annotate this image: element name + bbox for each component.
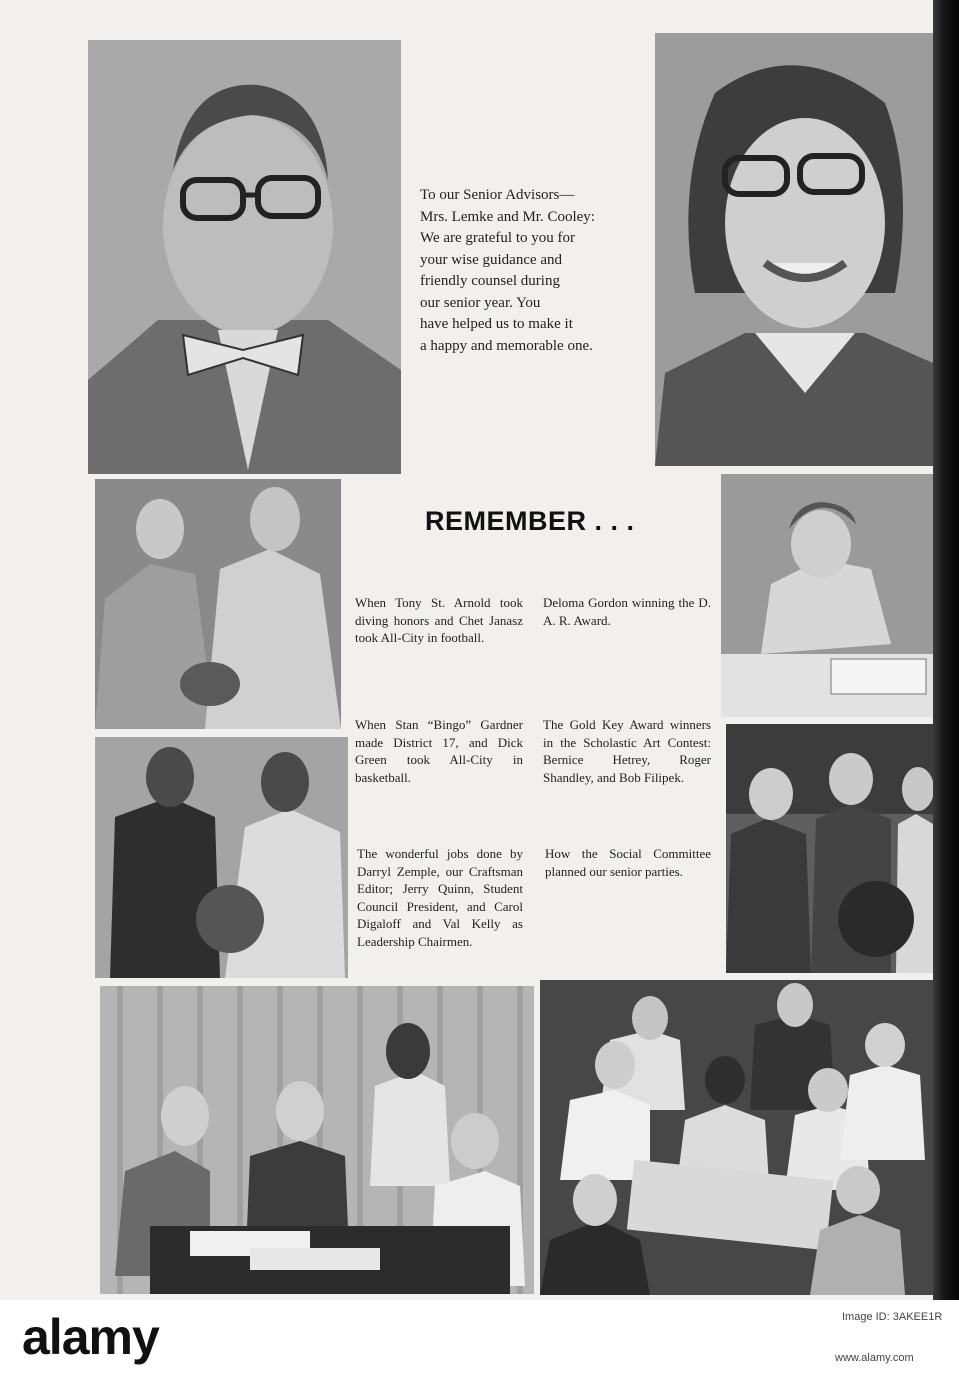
photo-craftsman-staff	[100, 986, 534, 1294]
photo-art-contest-winners	[726, 724, 933, 973]
remember-item-gold-key-award: The Gold Key Award winners in the Scholastic Art Contest: Bernice Hetrey, Roger Shandley, and Bob Filipek.	[543, 717, 711, 785]
photo-social-committee	[540, 980, 933, 1295]
photo-basketball-pair	[95, 737, 348, 978]
remember-item-leadership-jobs: The wonderful jobs done by Darryl Zemple, our Craftsman Editor; Jerry Quinn, Student Council President, and Carol Digaloff and Val Kelly as Leadership Chairmen.	[357, 846, 523, 949]
portrait-mrs-lemke	[655, 33, 933, 466]
portrait-mr-cooley	[88, 40, 401, 474]
alamy-url: www.alamy.com	[835, 1352, 914, 1364]
alamy-wordmark: alamy	[22, 1309, 159, 1365]
image-id-label: Image ID: 3AKEE1R	[842, 1311, 943, 1323]
photo-football-pair	[95, 479, 341, 729]
advisors-dedication-text: To our Senior Advisors— Mrs. Lemke and Mr. Cooley: We are grateful to you for your wise guidance and friendly counsel during our senior year. You have helped us to make it a happy and memorable one.	[420, 187, 595, 354]
photo-dar-award-student	[721, 474, 933, 717]
page-binding-edge	[933, 0, 959, 1300]
remember-item-social-committee: How the Social Committee planned our senior parties.	[545, 846, 711, 879]
remember-item-basketball: When Stan “Bingo” Gardner made District 17, and Dick Green took All-City in basketball.	[355, 717, 523, 785]
remember-heading: REMEMBER . . .	[425, 506, 635, 536]
remember-item-dar-award: Deloma Gordon winning the D. A. R. Award.	[543, 595, 711, 628]
remember-item-diving-football: When Tony St. Arnold took diving honors and Chet Janasz took All-City in football.	[355, 595, 523, 645]
